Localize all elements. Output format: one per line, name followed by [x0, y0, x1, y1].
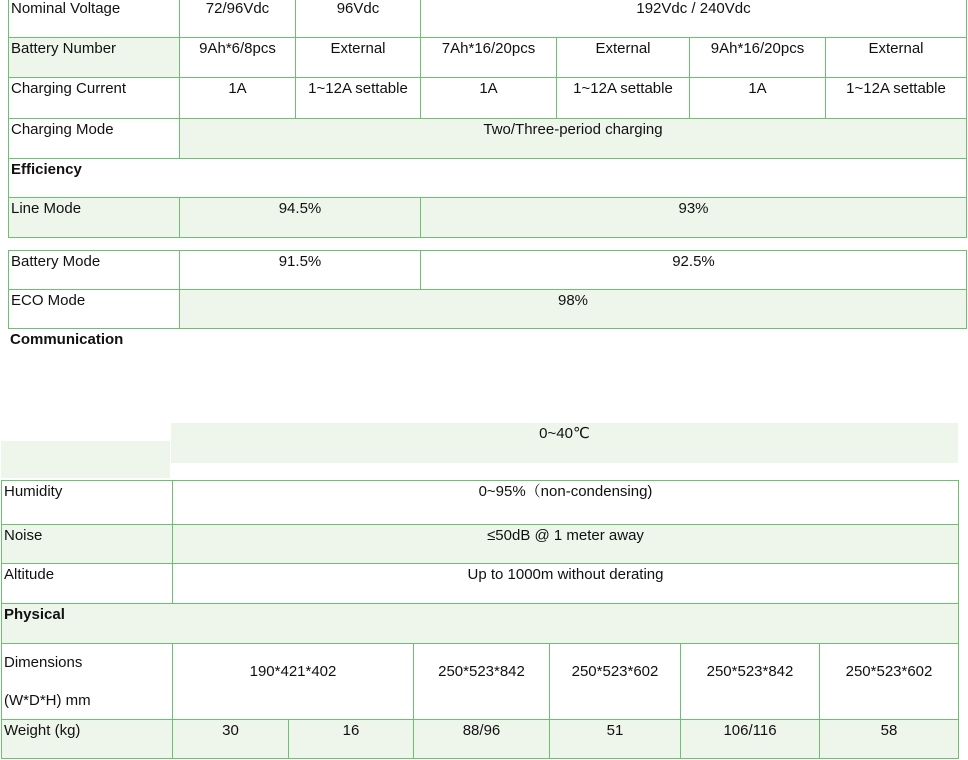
- charging-current-value: 1~12A settable: [556, 77, 690, 119]
- dimensions-value: 190*421*402: [172, 643, 414, 720]
- charging-current-value: 1A: [689, 77, 826, 119]
- battery-number-value: 9Ah*16/20pcs: [689, 37, 826, 78]
- weight-value: 51: [549, 719, 681, 759]
- line-mode-label: Line Mode: [8, 197, 180, 238]
- nominal-voltage-value-3: 192Vdc / 240Vdc: [420, 0, 967, 38]
- charging-current-value: 1A: [420, 77, 557, 119]
- charging-current-value: 1~12A settable: [295, 77, 421, 119]
- altitude-label: Altitude: [1, 563, 173, 604]
- battery-mode-value-1: 91.5%: [179, 250, 421, 290]
- dimensions-value: 250*523*602: [819, 643, 959, 720]
- battery-mode-value-2: 92.5%: [420, 250, 967, 290]
- battery-number-value: External: [556, 37, 690, 78]
- temperature-value: 0~40℃: [539, 425, 590, 442]
- dimensions-value: 250*523*602: [549, 643, 681, 720]
- charging-current-label: Charging Current: [8, 77, 180, 119]
- dimensions-value: 250*523*842: [680, 643, 820, 720]
- nominal-voltage-value-1: 72/96Vdc: [179, 0, 296, 38]
- dimensions-label: [1, 643, 173, 720]
- noise-value: ≤50dB @ 1 meter away: [172, 524, 959, 564]
- weight-label: Weight (kg): [1, 719, 173, 759]
- battery-number-value: 7Ah*16/20pcs: [420, 37, 557, 78]
- battery-number-label: Battery Number: [8, 37, 180, 78]
- dimensions-label-line-2: (W*D*H) mm: [4, 692, 91, 709]
- weight-value: 30: [172, 719, 289, 759]
- weight-value: 88/96: [413, 719, 550, 759]
- line-mode-value-2: 93%: [420, 197, 967, 238]
- charging-current-value: 1~12A settable: [825, 77, 967, 119]
- battery-number-value: External: [295, 37, 421, 78]
- eco-mode-value: 98%: [179, 289, 967, 329]
- humidity-value: 0~95%（non-condensing): [172, 480, 959, 525]
- battery-number-value: 9Ah*6/8pcs: [179, 37, 296, 78]
- altitude-value: Up to 1000m without derating: [172, 563, 959, 604]
- charging-current-value: 1A: [179, 77, 296, 119]
- line-mode-value-1: 94.5%: [179, 197, 421, 238]
- eco-mode-label: ECO Mode: [8, 289, 180, 329]
- battery-number-value: External: [825, 37, 967, 78]
- physical-heading: Physical: [1, 603, 959, 644]
- battery-mode-label: Battery Mode: [8, 250, 180, 290]
- dimensions-value: 250*523*842: [413, 643, 550, 720]
- weight-value: 106/116: [680, 719, 820, 759]
- efficiency-heading: Efficiency: [8, 158, 967, 198]
- weight-value: 16: [288, 719, 414, 759]
- nominal-voltage-value-2: 96Vdc: [295, 0, 421, 38]
- temperature-label-shade: [1, 441, 170, 478]
- noise-label: Noise: [1, 524, 173, 564]
- charging-mode-label: Charging Mode: [8, 118, 180, 159]
- humidity-label: Humidity: [1, 480, 173, 525]
- dimensions-label-line-1: Dimensions: [4, 654, 83, 671]
- nominal-voltage-label: Nominal Voltage: [8, 0, 180, 38]
- charging-mode-value: Two/Three-period charging: [179, 118, 967, 159]
- communication-heading: Communication: [10, 331, 124, 348]
- weight-value: 58: [819, 719, 959, 759]
